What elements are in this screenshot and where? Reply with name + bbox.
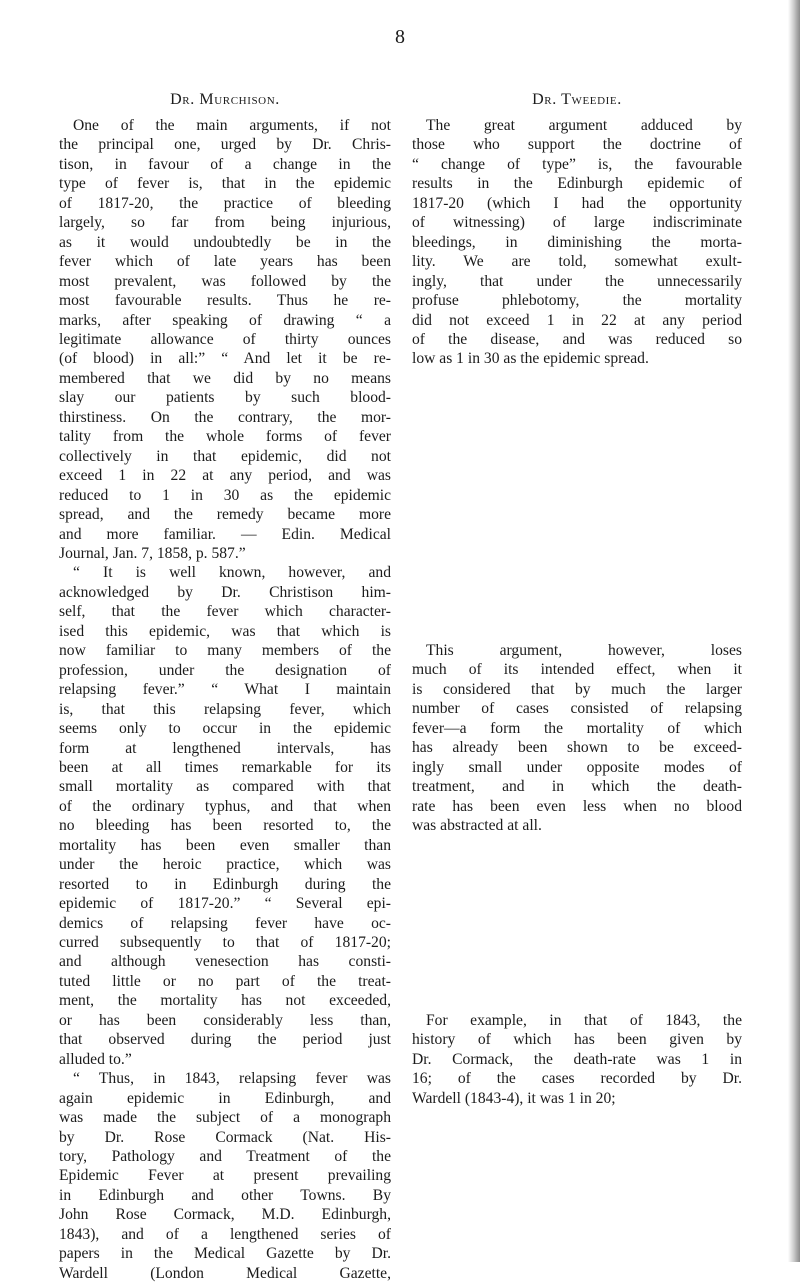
text-line: profession, under the designation of [59, 661, 391, 679]
text-line: been at all times remarkable for its [59, 758, 391, 776]
text-line: type of fever is, that in the epidemic [59, 175, 391, 193]
text-line: ingly small under opposite modes of [412, 758, 742, 776]
text-line: exceed 1 in 22 at any period, and was [59, 467, 391, 485]
text-line: treatment, and in which the death- [412, 778, 742, 796]
text-line: Journal, Jan. 7, 1858, p. 587.” [59, 544, 246, 562]
text-line: of the ordinary typhus, and that when [59, 797, 391, 815]
text-line: (of blood) in all:” “ And let it be re- [59, 350, 391, 368]
text-line: low as 1 in 30 as the epidemic spread. [412, 350, 649, 368]
text-line: thirstiness. On the contrary, the mor- [59, 408, 391, 426]
text-line: tory, Pathology and Treatment of the [59, 1148, 391, 1166]
text-line: ingly, that under the unnecessarily [412, 272, 742, 290]
text-line: Dr. Cormack, the death-rate was 1 in [412, 1050, 742, 1068]
text-line: resorted to in Edinburgh during the [59, 875, 391, 893]
right-paragraph-2 [412, 641, 742, 836]
text-line: marks, after speaking of drawing “ a [59, 311, 391, 329]
page-number: 8 [395, 26, 405, 48]
text-line: most prevalent, was followed by the [59, 272, 391, 290]
text-line: number of cases consisted of relapsing [412, 700, 742, 718]
text-line: ment, the mortality has not exceeded, [59, 992, 391, 1010]
text-line: was abstracted at all. [412, 817, 542, 835]
text-line: For example, in that of 1843, the [426, 1012, 742, 1029]
right-paragraph-1 [412, 116, 742, 369]
text-line: spread, and the remedy became more [59, 506, 391, 524]
text-line: of the disease, and was reduced so [412, 330, 742, 348]
text-line: relapsing fever.” “ What I maintain [59, 681, 391, 699]
text-line: 1843), and of a lengthened series of [59, 1225, 391, 1243]
text-line: slay our patients by such blood- [59, 389, 391, 407]
text-line: acknowledged by Dr. Christison him- [59, 583, 391, 601]
text-line: did not exceed 1 in 22 at any period [412, 311, 742, 329]
text-line: collectively in that epidemic, did not [59, 447, 391, 465]
text-line: This argument, however, loses [426, 642, 742, 659]
text-line: form at lengthened intervals, has [59, 739, 391, 757]
text-line: no bleeding has been resorted to, the [59, 817, 391, 835]
text-line: again epidemic in Edinburgh, and [59, 1089, 391, 1107]
text-line: has already been shown to be exceed- [412, 739, 742, 757]
text-line: curred subsequently to that of 1817-20; [59, 934, 391, 952]
right-column-heading: Dr. Tweedie. [532, 91, 622, 108]
text-line: history of which has been given by [412, 1031, 742, 1049]
text-line: and although venesection has consti- [59, 953, 391, 971]
text-line: as it would undoubtedly be in the [59, 233, 391, 251]
text-line: rate has been even less when no blood [412, 797, 742, 815]
text-line: demics of relapsing fever have oc- [59, 914, 391, 932]
text-line: in Edinburgh and other Towns. By [59, 1186, 391, 1204]
text-line: legitimate allowance of thirty ounces [59, 330, 391, 348]
text-line: One of the main arguments, if not [73, 117, 391, 134]
text-line: lity. We are told, somewhat exult- [412, 253, 742, 271]
text-line: “ It is well known, however, and [73, 564, 391, 582]
left-column-heading: Dr. Murchison. [170, 91, 280, 108]
text-line: alluded to.” [59, 1050, 132, 1068]
text-line: Epidemic Fever at present prevailing [59, 1167, 391, 1185]
text-line: Wardell (London Medical Gazette, [59, 1264, 391, 1282]
text-line: tuted little or no part of the treat- [59, 972, 391, 990]
text-line: profuse phlebotomy, the mortality [412, 292, 742, 310]
left-column-text [59, 116, 391, 1283]
text-line: 1817-20 (which I had the opportunity [412, 194, 742, 212]
text-line: the principal one, urged by Dr. Chris- [59, 136, 391, 154]
text-line: epidemic of 1817-20.” “ Several epi- [59, 895, 391, 913]
text-line: small mortality as compared with that [59, 778, 391, 796]
text-line: papers in the Medical Gazette by Dr. [59, 1245, 391, 1263]
text-line: largely, so far from being injurious, [59, 214, 391, 232]
text-line: much of its intended effect, when it [412, 661, 742, 679]
text-line: now familiar to many members of the [59, 642, 391, 660]
text-line: was made the subject of a monograph [59, 1109, 391, 1127]
text-line: self, that the fever which character- [59, 603, 391, 621]
text-line: is considered that by much the larger [412, 680, 742, 698]
text-line: of 1817-20, the practice of bleeding [59, 194, 391, 212]
text-line: “ Thus, in 1843, relapsing fever was [73, 1070, 391, 1088]
text-line: The great argument adduced by [426, 117, 742, 134]
right-paragraph-3 [412, 1011, 742, 1108]
text-line: by Dr. Rose Cormack (Nat. His- [59, 1128, 391, 1146]
text-line: those who support the doctrine of [412, 136, 742, 154]
text-line: 16; of the cases recorded by Dr. [412, 1070, 742, 1088]
text-line: fever—a form the mortality of which [412, 719, 742, 737]
text-line: or has been considerably less than, [59, 1011, 391, 1029]
text-line: tality from the whole forms of fever [59, 428, 391, 446]
text-line: under the heroic practice, which was [59, 856, 391, 874]
text-line: fever which of late years has been [59, 253, 391, 271]
text-line: bleedings, in diminishing the morta- [412, 233, 742, 251]
text-line: mortality has been even smaller than [59, 836, 391, 854]
text-line: most favourable results. Thus he re- [59, 292, 391, 310]
text-line: “ change of type” is, the favourable [412, 155, 742, 173]
text-line: and more familiar. — Edin. Medical [59, 525, 391, 543]
text-line: membered that we did by no means [59, 369, 391, 387]
page-edge-shadow [788, 0, 800, 1262]
text-line: results in the Edinburgh epidemic of [412, 175, 742, 193]
text-line: Wardell (1843-4), it was 1 in 20; [412, 1089, 616, 1107]
text-line: seems only to occur in the epidemic [59, 720, 391, 738]
text-line: ised this epidemic, was that which is [59, 622, 391, 640]
text-line: is, that this relapsing fever, which [59, 700, 391, 718]
text-line: John Rose Cormack, M.D. Edinburgh, [59, 1206, 391, 1224]
text-line: tison, in favour of a change in the [59, 155, 391, 173]
text-line: of witnessing) of large indiscriminate [412, 214, 742, 232]
text-line: reduced to 1 in 30 as the epidemic [59, 486, 391, 504]
text-line: that observed during the period just [59, 1031, 391, 1049]
